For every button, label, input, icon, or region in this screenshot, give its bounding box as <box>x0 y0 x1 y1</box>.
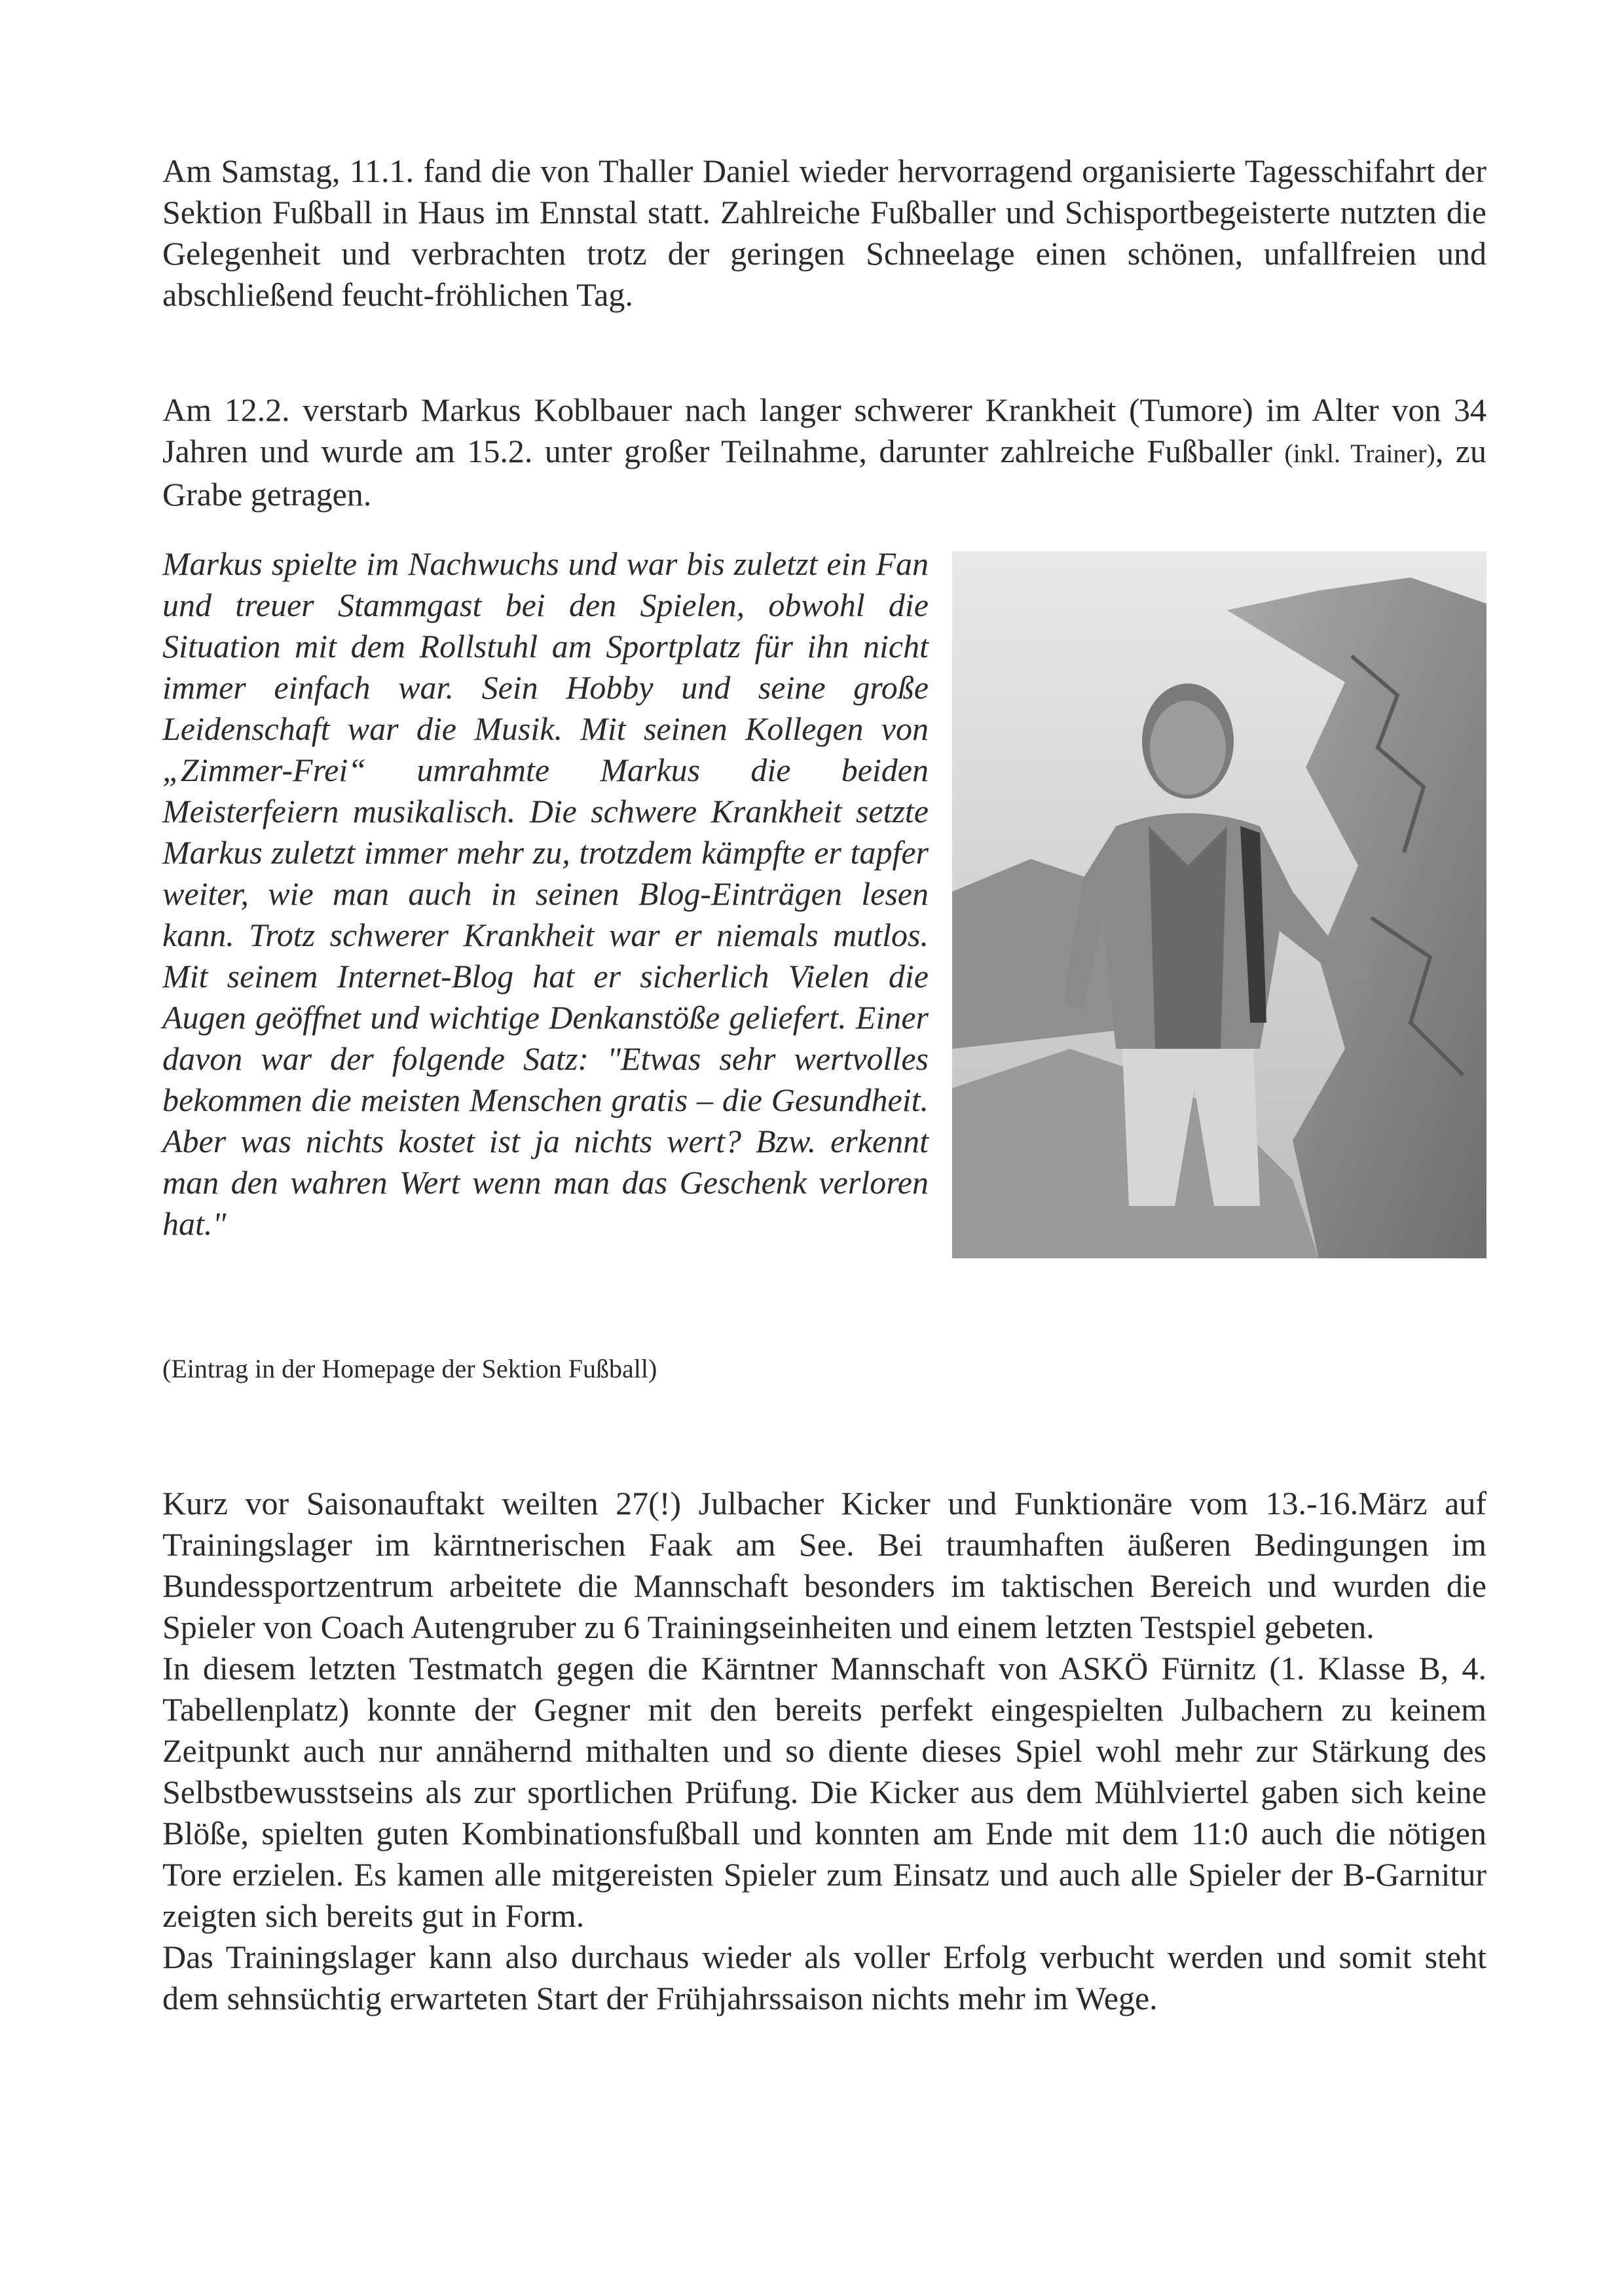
paragraph-conclusion: Das Trainingslager kann also durchaus wieder als voller Erfolg verbucht werden und somit steht dem sehnsüchtig erwarteten Start der Frühjahrssaison nichts mehr im Wege. <box>162 1939 1486 2016</box>
paragraph-test-match: In diesem letzten Testmatch gegen die Kärntner Mannschaft von ASKÖ Fürnitz (1. Klasse B, 4. Tabellenplatz) konnte der Gegner mit den bereits perfekt eingespielten Julbachern zu keinem Zeitpunkt auch nur annähernd mithalten und so diente dieses Spiel wohl mehr zur Stärkung des Selbstbewusstseins als zur sportlichen Prüfung. Die Kicker aus dem Mühlviertel gaben sich keine Blöße, spielten guten Kombinationsfußball und konnten am Ende mit dem 11:0 auch die nötigen Tore erzielen. Es kamen alle mitgereisten Spieler zum Einsatz und auch alle Spieler der B-Garnitur zeigten sich bereits gut in Form. <box>162 1650 1486 1934</box>
paragraph-obituary-end: , zu Grabe getragen. <box>162 433 1486 513</box>
paragraph-ski-trip-text: Am Samstag, 11.1. fand die von Thaller Daniel wieder hervorragend organisierte Tagesschifahrt der Sektion Fußball in Haus im Ennstal statt. Zahlreiche Fußballer und Schisportbegeisterte nutzten die Gelegenheit und verbrachten trotz der geringen Schneelage einen schönen, unfallfreien und abschließend feucht-fröhlichen Tag. <box>162 153 1486 313</box>
photo-illustration <box>952 551 1486 1258</box>
portrait-photo-icon <box>952 551 1486 1258</box>
tribute-text: Markus spielte im Nachwuchs und war bis zuletzt ein Fan und treuer Stammgast bei den Spielen, obwohl die Situation mit dem Rollstuhl am Sportplatz für ihn nicht immer einfach war. Sein Hobby und seine große Leidenschaft war die Musik. Mit seinen Kollegen von „Zimmer-Frei“ umrahmte Markus die beiden Meisterfeiern musikalisch. Die schwere Krankheit setzte Markus zuletzt immer mehr zu, trotzdem kämpfte er tapfer weiter, wie man auch in seinen Blog-Einträgen lesen kann. Trotz schwerer Krankheit war er niemals mutlos. Mit seinem Internet-Blog hat er sicherlich Vielen die Augen geöffnet und wichtige Denkanstöße geliefert. Einer davon war der folgende Satz: "Etwas sehr wertvolles bekommen die meisten Menschen gratis – die Gesundheit. Aber was nichts kostet ist ja nichts wert? Bzw. erkennt man den wahren Wert wenn man das Geschenk verloren hat." <box>162 545 929 1242</box>
paragraph-obituary-text: Am 12.2. verstarb Markus Koblbauer nach langer schwerer Krankheit (Tumore) im Alter von 34 Jahren und wurde am 15.2. unter großer Teilnahme, darunter zahlreiche Fußballer <box>162 392 1486 469</box>
tribute-section <box>162 543 1486 1394</box>
paragraph-obituary-small: (inkl. Trainer) <box>1284 439 1435 468</box>
paragraph-training-camp <box>162 1483 1486 2019</box>
paragraph-obituary <box>162 390 1486 515</box>
paragraph-ski-trip <box>162 151 1486 316</box>
source-note: (Eintrag in der Homepage der Sektion Fußball) <box>162 1354 657 1383</box>
paragraph-training-camp-text: Kurz vor Saisonauftakt weilten 27(!) Julbacher Kicker und Funktionäre vom 13.-16.März auf Trainingslager im kärntnerischen Faak am See. Bei traumhaften äußeren Bedingungen im Bundessportzentrum arbeitete die Mannschaft besonders im taktischen Bereich und wurden die Spieler von Coach Autengruber zu 6 Trainingseinheiten und einem letzten Testspiel gebeten. <box>162 1485 1486 1645</box>
